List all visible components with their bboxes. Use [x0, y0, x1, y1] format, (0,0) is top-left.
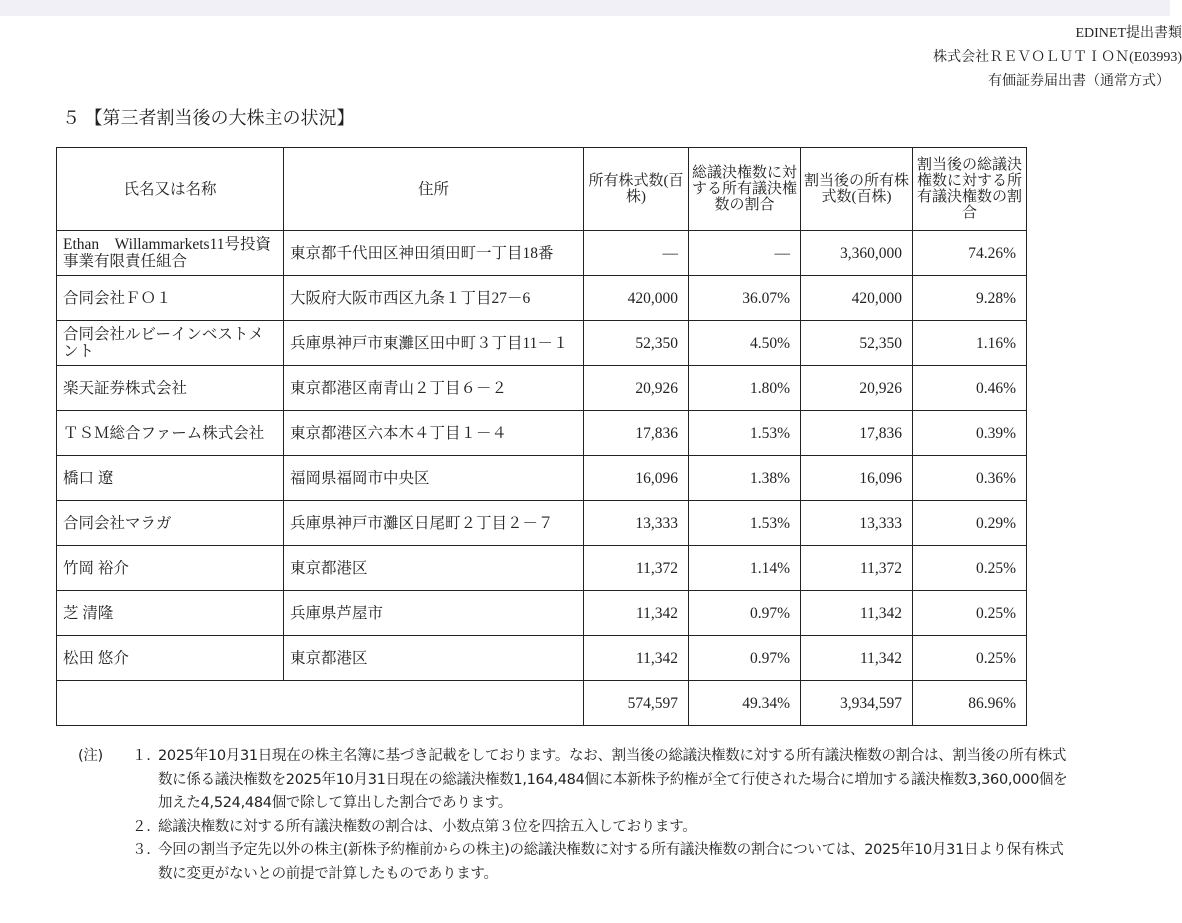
major-shareholders-table	[56, 147, 1027, 726]
voting-ratio: 1.14%	[689, 546, 801, 591]
total-shares-after: 3,934,597	[801, 681, 913, 726]
shares-after: 11,372	[801, 546, 913, 591]
shareholder-name: 橋口 遼	[57, 456, 284, 501]
total-ratio-after: 86.96%	[913, 681, 1027, 726]
shares-after: 20,926	[801, 366, 913, 411]
voting-ratio-after: 0.25%	[913, 591, 1027, 636]
note-number: １.	[132, 748, 151, 764]
total-ratio: 49.34%	[689, 681, 801, 726]
table-row	[57, 276, 1027, 321]
shares: 16,096	[584, 456, 689, 501]
shareholder-address: 東京都港区	[284, 546, 584, 591]
voting-ratio-after: 1.16%	[913, 321, 1027, 366]
header-shares-after: 割当後の所有株式数(百株)	[801, 148, 913, 231]
shareholder-name: 楽天証券株式会社	[57, 366, 284, 411]
shares-after: 3,360,000	[801, 231, 913, 276]
shareholder-name: 合同会社マラガ	[57, 501, 284, 546]
table-row	[57, 501, 1027, 546]
shares-after: 13,333	[801, 501, 913, 546]
shareholder-address: 東京都千代田区神田須田町一丁目18番	[284, 231, 584, 276]
note-text: 今回の割当予定先以外の株主(新株予約権前からの株主)の総議決権数に対する所有議決権数の割合については、2025年10月31日より保有株式数に変更がないとの前提で計算したものであります。	[158, 842, 1064, 882]
table-row	[57, 636, 1027, 681]
total-label-cell	[57, 681, 584, 726]
shares: 52,350	[584, 321, 689, 366]
shareholder-address: 兵庫県芦屋市	[284, 591, 584, 636]
shareholder-address: 大阪府大阪市西区九条１丁目27－6	[284, 276, 584, 321]
shares-after: 52,350	[801, 321, 913, 366]
header-ratio: 総議決権数に対する所有議決権数の割合	[689, 148, 801, 231]
voting-ratio-after: 0.25%	[913, 636, 1027, 681]
shareholder-name: ＴＳＭ総合ファーム株式会社	[57, 411, 284, 456]
voting-ratio-after: 0.46%	[913, 366, 1027, 411]
shares: —	[584, 231, 689, 276]
shareholder-address: 兵庫県神戸市東灘区田中町３丁目11－１	[284, 321, 584, 366]
shareholder-name: 合同会社ＦＯ１	[57, 276, 284, 321]
shares-after: 17,836	[801, 411, 913, 456]
table-row	[57, 231, 1027, 276]
voting-ratio: 1.53%	[689, 501, 801, 546]
shareholder-address: 兵庫県神戸市灘区日尾町２丁目２－７	[284, 501, 584, 546]
shareholder-address: 福岡県福岡市中央区	[284, 456, 584, 501]
shares: 11,372	[584, 546, 689, 591]
shares-after: 11,342	[801, 591, 913, 636]
shares: 11,342	[584, 636, 689, 681]
shareholder-address: 東京都港区南青山２丁目６－２	[284, 366, 584, 411]
voting-ratio-after: 0.36%	[913, 456, 1027, 501]
voting-ratio: 1.38%	[689, 456, 801, 501]
note-item	[78, 745, 1068, 816]
shareholder-name: 竹岡 裕介	[57, 546, 284, 591]
shareholder-address: 東京都港区六本木４丁目１－４	[284, 411, 584, 456]
note-text: 総議決権数に対する所有議決権数の割合は、小数点第３位を四捨五入しております。	[158, 818, 697, 835]
viewer-top-bar	[0, 0, 1170, 16]
shares-after: 16,096	[801, 456, 913, 501]
doc-header-company: 株式会社ＲＥＶＯＬＵＴＩＯＮ(E03993)	[933, 50, 1182, 65]
table-row	[57, 456, 1027, 501]
shareholder-name: 合同会社ルビーインベストメント	[57, 321, 284, 366]
shareholder-name: 芝 清隆	[57, 591, 284, 636]
voting-ratio-after: 0.29%	[913, 501, 1027, 546]
voting-ratio-after: 9.28%	[913, 276, 1027, 321]
shares: 17,836	[584, 411, 689, 456]
total-row	[57, 681, 1027, 726]
voting-ratio: 0.97%	[689, 636, 801, 681]
note-item	[78, 816, 1068, 840]
voting-ratio: 4.50%	[689, 321, 801, 366]
note-number: ２.	[132, 818, 151, 835]
total-shares: 574,597	[584, 681, 689, 726]
voting-ratio: 36.07%	[689, 276, 801, 321]
table-row	[57, 591, 1027, 636]
shares-after: 420,000	[801, 276, 913, 321]
voting-ratio-after: 0.39%	[913, 411, 1027, 456]
voting-ratio: 1.80%	[689, 366, 801, 411]
header-address: 住所	[284, 148, 584, 231]
shares: 20,926	[584, 366, 689, 411]
voting-ratio: —	[689, 231, 801, 276]
table-row	[57, 321, 1027, 366]
header-shares: 所有株式数(百株)	[584, 148, 689, 231]
shares: 13,333	[584, 501, 689, 546]
note-item	[78, 839, 1068, 886]
doc-header-source: EDINET提出書類	[1075, 26, 1182, 41]
voting-ratio-after: 0.25%	[913, 546, 1027, 591]
shares: 420,000	[584, 276, 689, 321]
shares: 11,342	[584, 591, 689, 636]
header-ratio-after: 割当後の総議決権数に対する所有議決権数の割合	[913, 148, 1027, 231]
header-name: 氏名又は名称	[57, 148, 284, 231]
table-header-row	[57, 148, 1027, 231]
shareholder-name: 松田 悠介	[57, 636, 284, 681]
shareholder-name: Ethan Willammarkets11号投資事業有限責任組合	[57, 231, 284, 276]
note-text: 2025年10月31日現在の株主名簿に基づき記載をしております。なお、割当後の総議決権数に対する所有議決権数の割合は、割当後の所有株式数に係る議決権数を2025年10月31日現在の総議決権数1,164,484個に本新株予約権が全て行使された場合に増加する議決権数3,360,000個を加えた4,524,484個で除して算出した割合であります。	[158, 748, 1068, 811]
note-number: ３.	[132, 842, 151, 858]
section-title: ５ 【第三者割当後の大株主の状況】	[62, 108, 355, 128]
notes	[78, 745, 1068, 886]
notes-label: (注)	[78, 748, 103, 764]
voting-ratio-after: 74.26%	[913, 231, 1027, 276]
table-row	[57, 546, 1027, 591]
table-row	[57, 411, 1027, 456]
voting-ratio: 1.53%	[689, 411, 801, 456]
shares-after: 11,342	[801, 636, 913, 681]
table-row	[57, 366, 1027, 411]
shareholder-address: 東京都港区	[284, 636, 584, 681]
doc-header-type: 有価証券届出書（通常方式）	[988, 74, 1170, 89]
voting-ratio: 0.97%	[689, 591, 801, 636]
